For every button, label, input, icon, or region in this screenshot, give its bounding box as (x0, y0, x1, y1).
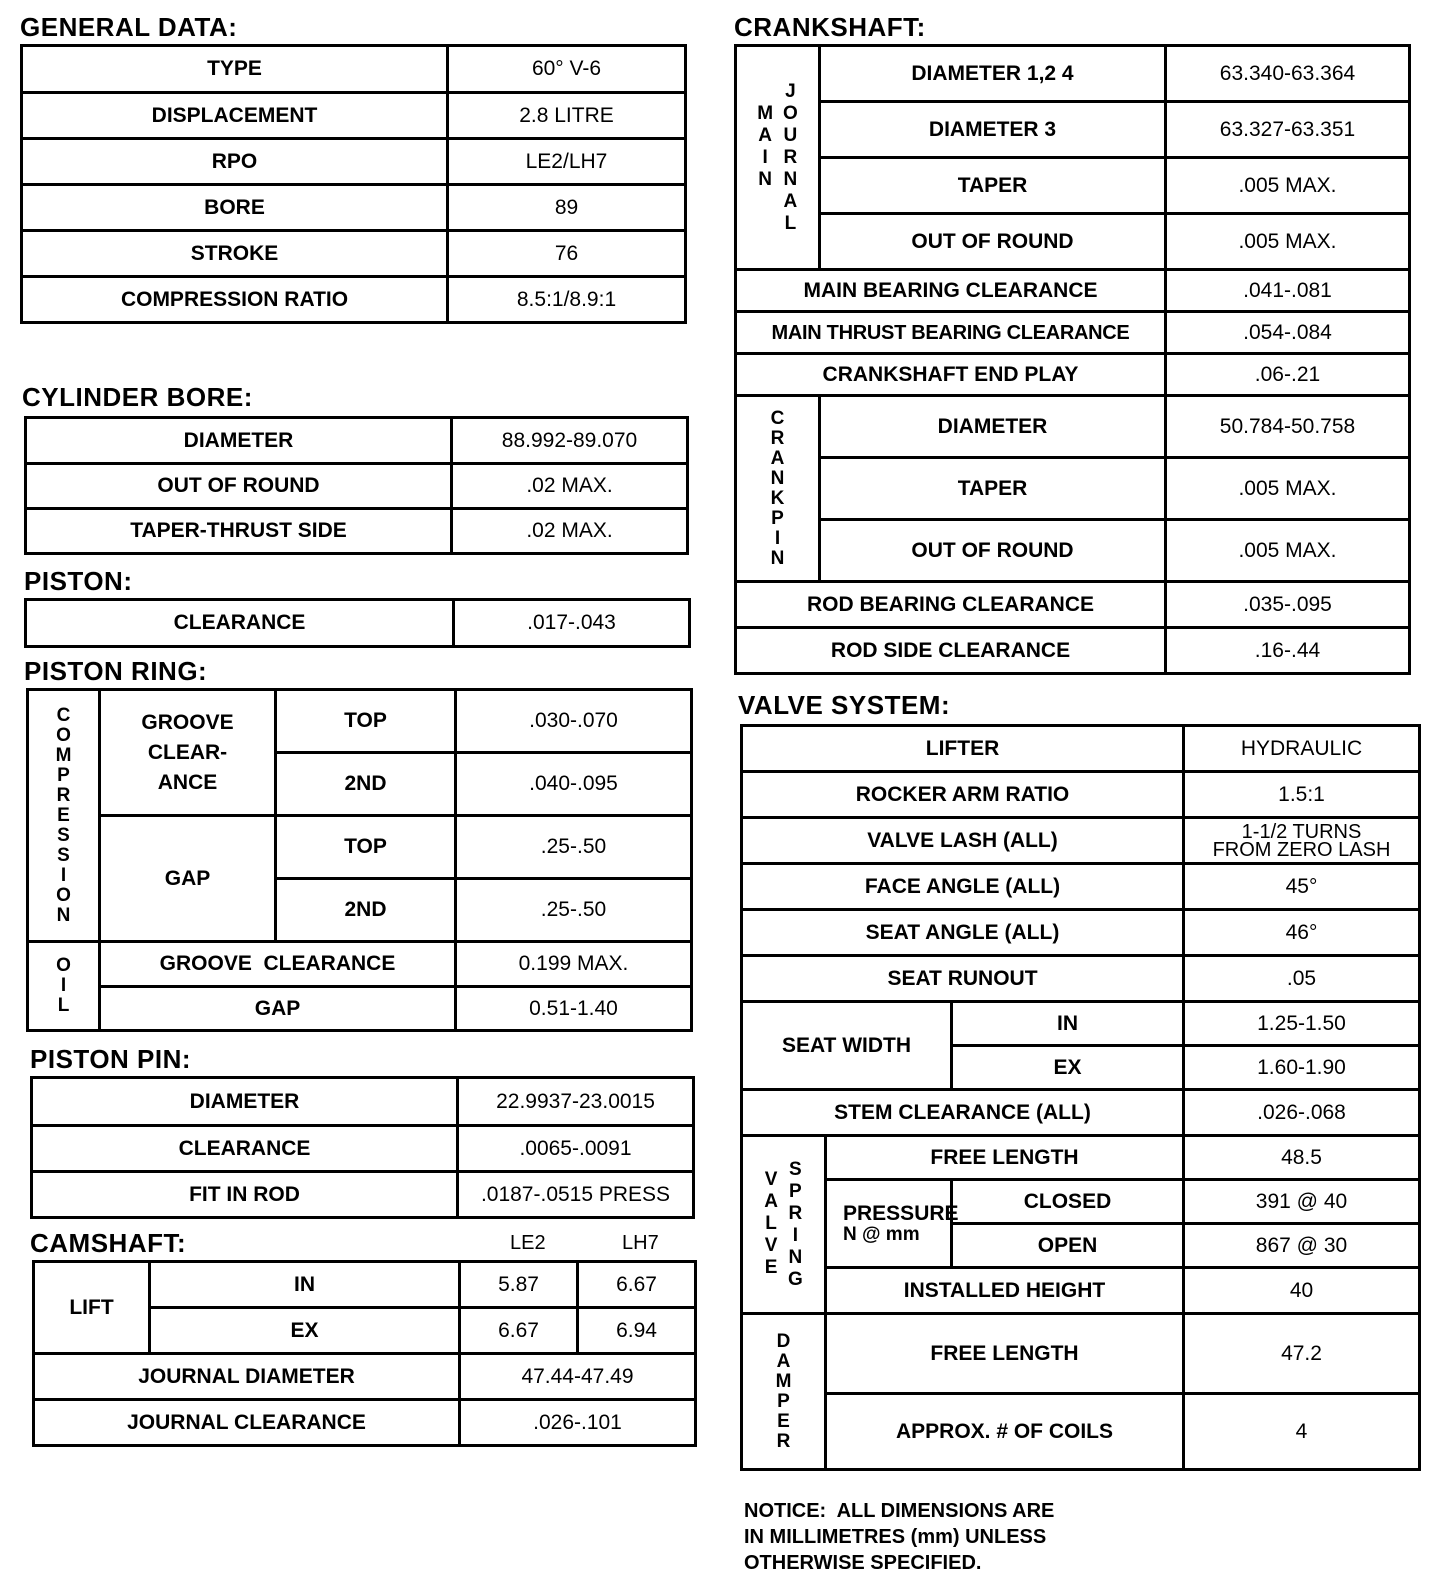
pressure-text: PRESSURE (843, 1201, 959, 1225)
vertical-letter: E (764, 1256, 778, 1278)
table-row (26, 418, 688, 464)
row-label: COMPRESSION RATIO (22, 277, 448, 323)
closed-label: CLOSED (952, 1180, 1184, 1224)
rocker-label: ROCKER ARM RATIO (742, 772, 1184, 818)
table-row (736, 46, 1410, 102)
compression-vertical-label (28, 690, 100, 942)
table-row (22, 185, 686, 231)
groove-2nd-value: .040-.095 (456, 753, 692, 816)
table-row (736, 312, 1410, 354)
ex-le2-value: 6.67 (460, 1308, 578, 1354)
second-label: 2ND (276, 879, 456, 942)
diameter-124-value: 63.340-63.364 (1166, 46, 1410, 102)
table-row (26, 509, 688, 554)
crankshaft-title: CRANKSHAFT: (734, 12, 926, 42)
table-row (26, 464, 688, 509)
pin-oor-label: OUT OF ROUND (820, 520, 1166, 582)
table-row (28, 942, 692, 987)
row-value: 88.992-89.070 (452, 418, 688, 464)
rod-side-label: ROD SIDE CLEARANCE (736, 628, 1166, 674)
row-value: 2.8 LITRE (448, 93, 686, 139)
table-row (32, 1126, 694, 1172)
vertical-letter: R (770, 427, 785, 449)
row-label: BORE (22, 185, 448, 231)
vertical-letter: A (770, 447, 785, 469)
main-journal-words (737, 81, 818, 235)
table-row (32, 1172, 694, 1218)
oil-vertical-label (28, 942, 100, 1031)
end-play-label: CRANKSHAFT END PLAY (736, 354, 1166, 396)
row-value: LE2/LH7 (448, 139, 686, 185)
seat-in-value: 1.25-1.50 (1184, 1002, 1420, 1046)
table-row (742, 1180, 1420, 1224)
out-of-round-value: .005 MAX. (1166, 214, 1410, 270)
table-row (742, 772, 1420, 818)
lash-line-2: FROM ZERO LASH (1212, 838, 1391, 861)
seat-angle-value: 46° (1184, 910, 1420, 956)
pin-diameter-value: 50.784-50.758 (1166, 396, 1410, 458)
notice-text (744, 1498, 1054, 1576)
valve-spring-vertical-label (742, 1136, 826, 1314)
table-row (736, 582, 1410, 628)
table-row (736, 102, 1410, 158)
table-row (26, 600, 690, 647)
row-label: CLEARANCE (32, 1126, 458, 1172)
coils-value: 4 (1184, 1394, 1420, 1470)
ex-lh7-value: 6.94 (578, 1308, 696, 1354)
face-angle-value: 45° (1184, 864, 1420, 910)
vertical-letter: C (770, 407, 785, 429)
table-row (22, 139, 686, 185)
seat-runout-value: .05 (1184, 956, 1420, 1002)
piston-title: PISTON: (24, 566, 133, 596)
groove-clearance-label (100, 690, 276, 816)
vertical-letter: P (771, 507, 784, 529)
table-row (736, 520, 1410, 582)
lash-value (1184, 818, 1420, 864)
vertical-letter: N (783, 168, 798, 190)
stem-clearance-value: .026-.068 (1184, 1090, 1420, 1136)
end-play-value: .06-.21 (1166, 354, 1410, 396)
table-row (742, 1268, 1420, 1314)
seat-in-label: IN (952, 1002, 1184, 1046)
vertical-letter: M (55, 744, 72, 766)
vertical-letter: I (60, 864, 67, 886)
vertical-letter: I (60, 975, 67, 996)
taper-value: .005 MAX. (1166, 158, 1410, 214)
main-journal-vertical-label (736, 46, 820, 270)
spring-free-length-label: FREE LENGTH (826, 1136, 1184, 1180)
vertical-letter: N (770, 467, 785, 489)
damper-free-length-label: FREE LENGTH (826, 1314, 1184, 1394)
oil-groove-label: GROOVE CLEARANCE (100, 942, 456, 987)
vertical-letter: N (770, 547, 785, 569)
camshaft-title: CAMSHAFT: (30, 1228, 187, 1258)
taper-label: TAPER (820, 158, 1166, 214)
table-row (742, 910, 1420, 956)
table-row (736, 458, 1410, 520)
table-row (22, 277, 686, 323)
row-label: FIT IN ROD (32, 1172, 458, 1218)
notice-line-1: NOTICE: ALL DIMENSIONS ARE (744, 1500, 1055, 1522)
vertical-letter: U (783, 124, 798, 146)
closed-value: 391 @ 40 (1184, 1180, 1420, 1224)
vertical-letter: I (774, 527, 781, 549)
piston-ring-title: PISTON RING: (24, 656, 208, 686)
gap-top-value: .25-.50 (456, 816, 692, 879)
vertical-letter: O (783, 102, 798, 124)
table-row (22, 231, 686, 277)
diameter-124-label: DIAMETER 1,2 4 (820, 46, 1166, 102)
table-row (22, 46, 686, 93)
row-value: 22.9937-23.0015 (458, 1078, 694, 1126)
pin-diameter-label: DIAMETER (820, 396, 1166, 458)
table-row (28, 690, 692, 753)
rod-bearing-value: .035-.095 (1166, 582, 1410, 628)
second-label: 2ND (276, 753, 456, 816)
table-row (736, 270, 1410, 312)
seat-runout-label: SEAT RUNOUT (742, 956, 1184, 1002)
table-row (736, 628, 1410, 674)
face-angle-label: FACE ANGLE (ALL) (742, 864, 1184, 910)
crankpin-letters (737, 409, 818, 569)
cylinder-bore-table (24, 416, 689, 555)
vertical-letter: J (785, 80, 796, 102)
vertical-letter: S (57, 824, 70, 846)
table-row (736, 158, 1410, 214)
row-value: .0187-.0515 PRESS (458, 1172, 694, 1218)
table-row (736, 396, 1410, 458)
journal-clearance-value: .026-.101 (460, 1400, 696, 1446)
table-row (34, 1400, 696, 1446)
coils-label: APPROX. # OF COILS (826, 1394, 1184, 1470)
valve-letters (764, 1159, 778, 1291)
row-label: TYPE (22, 46, 448, 93)
diameter-3-value: 63.327-63.351 (1166, 102, 1410, 158)
vertical-letter: N (758, 168, 772, 190)
pin-taper-label: TAPER (820, 458, 1166, 520)
vertical-letter: A (764, 1190, 778, 1212)
vertical-letter: L (57, 995, 70, 1016)
row-value: 76 (448, 231, 686, 277)
seat-ex-value: 1.60-1.90 (1184, 1046, 1420, 1090)
vertical-letter: R (56, 784, 71, 806)
table-row (742, 956, 1420, 1002)
spring-letters (788, 1159, 803, 1291)
vertical-letter: A (776, 1350, 791, 1372)
cylinder-bore-title: CYLINDER BORE: (22, 382, 253, 412)
table-row (22, 93, 686, 139)
main-thrust-value: .054-.084 (1166, 312, 1410, 354)
vertical-letter: R (783, 146, 798, 168)
vertical-letter: M (775, 1370, 792, 1392)
pin-oor-value: .005 MAX. (1166, 520, 1410, 582)
table-row (34, 1262, 696, 1308)
installed-height-value: 40 (1184, 1268, 1420, 1314)
vertical-letter: K (770, 487, 785, 509)
row-label: DIAMETER (32, 1078, 458, 1126)
in-label: IN (150, 1262, 460, 1308)
row-value: 60° V-6 (448, 46, 686, 93)
open-value: 867 @ 30 (1184, 1224, 1420, 1268)
oil-gap-label: GAP (100, 987, 456, 1031)
vertical-letter: S (57, 844, 70, 866)
vertical-letter: I (762, 146, 768, 168)
crankshaft-table (734, 44, 1411, 675)
row-label: STROKE (22, 231, 448, 277)
gap-label: GAP (100, 816, 276, 942)
vertical-letter: L (784, 212, 797, 234)
camshaft-col-lh7: LH7 (622, 1232, 659, 1254)
pin-taper-value: .005 MAX. (1166, 458, 1410, 520)
row-label: TAPER-THRUST SIDE (26, 509, 452, 554)
row-value: 89 (448, 185, 686, 231)
general-data-title: GENERAL DATA: (20, 12, 238, 42)
table-row (742, 1090, 1420, 1136)
installed-height-label: INSTALLED HEIGHT (826, 1268, 1184, 1314)
ex-label: EX (150, 1308, 460, 1354)
pressure-label (826, 1180, 959, 1268)
vertical-letter: E (57, 804, 70, 826)
vertical-letter: V (764, 1168, 778, 1190)
groove-clearance-text: GROOVE CLEAR- ANCE (141, 710, 234, 794)
table-row (742, 864, 1420, 910)
general-data-table (20, 44, 687, 324)
table-row (736, 214, 1410, 270)
lash-line-1: 1-1/2 TURNS (1241, 820, 1362, 843)
camshaft-col-le2: LE2 (510, 1232, 546, 1254)
row-label: CLEARANCE (26, 600, 454, 647)
vertical-letter: C (56, 704, 71, 726)
vertical-letter: N (788, 1246, 803, 1268)
journal-letters (783, 81, 798, 235)
vertical-letter: R (788, 1202, 803, 1224)
vertical-letter: D (776, 1330, 791, 1352)
in-le2-value: 5.87 (460, 1262, 578, 1308)
table-row (742, 1002, 1420, 1046)
journal-diameter-value: 47.44-47.49 (460, 1354, 696, 1400)
main-bearing-value: .041-.081 (1166, 270, 1410, 312)
vertical-letter: I (792, 1224, 798, 1246)
table-row (32, 1078, 694, 1126)
notice-line-3: OTHERWISE SPECIFIED. (744, 1552, 982, 1574)
piston-table (24, 598, 691, 648)
vertical-letter: P (789, 1180, 802, 1202)
journal-diameter-label: JOURNAL DIAMETER (34, 1354, 460, 1400)
oil-groove-value: 0.199 MAX. (456, 942, 692, 987)
top-label: TOP (276, 816, 456, 879)
valve-system-table (740, 724, 1421, 1471)
row-value: .02 MAX. (452, 464, 688, 509)
oil-gap-value: 0.51-1.40 (456, 987, 692, 1031)
vertical-letter: P (777, 1390, 790, 1412)
open-label: OPEN (952, 1224, 1184, 1268)
piston-pin-title: PISTON PIN: (30, 1044, 192, 1074)
lift-label: LIFT (34, 1262, 150, 1354)
table-row (736, 354, 1410, 396)
out-of-round-label: OUT OF ROUND (820, 214, 1166, 270)
compression-letters (29, 706, 98, 926)
vertical-letter: O (56, 955, 71, 976)
vertical-letter: N (56, 904, 71, 926)
diameter-3-label: DIAMETER 3 (820, 102, 1166, 158)
groove-top-value: .030-.070 (456, 690, 692, 753)
seat-ex-label: EX (952, 1046, 1184, 1090)
pressure-unit: N @ mm (843, 1223, 920, 1245)
camshaft-table (32, 1260, 697, 1447)
damper-letters (743, 1332, 824, 1452)
piston-pin-table (30, 1076, 695, 1219)
vertical-letter: V (764, 1234, 778, 1256)
lash-label: VALVE LASH (ALL) (742, 818, 1184, 864)
table-row (742, 726, 1420, 772)
seat-angle-label: SEAT ANGLE (ALL) (742, 910, 1184, 956)
vertical-letter: G (787, 1268, 803, 1290)
table-row (34, 1354, 696, 1400)
table-row (28, 816, 692, 879)
spring-free-length-value: 48.5 (1184, 1136, 1420, 1180)
row-label: OUT OF ROUND (26, 464, 452, 509)
main-letters (757, 81, 773, 235)
table-row (28, 987, 692, 1031)
valve-system-title: VALVE SYSTEM: (738, 690, 951, 720)
lifter-label: LIFTER (742, 726, 1184, 772)
main-bearing-label: MAIN BEARING CLEARANCE (736, 270, 1166, 312)
vertical-letter: O (56, 884, 71, 906)
top-label: TOP (276, 690, 456, 753)
row-value: .02 MAX. (452, 509, 688, 554)
lifter-value: HYDRAULIC (1184, 726, 1420, 772)
vertical-letter: P (57, 764, 70, 786)
vertical-letter: E (777, 1410, 790, 1432)
stem-clearance-label: STEM CLEARANCE (ALL) (742, 1090, 1184, 1136)
journal-clearance-label: JOURNAL CLEARANCE (34, 1400, 460, 1446)
row-label: DISPLACEMENT (22, 93, 448, 139)
gap-2nd-value: .25-.50 (456, 879, 692, 942)
table-row (742, 818, 1420, 864)
row-value: .0065-.0091 (458, 1126, 694, 1172)
vertical-letter: S (789, 1158, 802, 1180)
valve-spring-words (743, 1159, 824, 1291)
in-lh7-value: 6.67 (578, 1262, 696, 1308)
table-row (742, 1136, 1420, 1180)
vertical-letter: M (757, 102, 774, 124)
main-thrust-label: MAIN THRUST BEARING CLEARANCE (736, 312, 1166, 354)
row-label: DIAMETER (26, 418, 452, 464)
vertical-letter: L (765, 1212, 777, 1234)
row-value: .017-.043 (454, 600, 690, 647)
crankpin-vertical-label (736, 396, 820, 582)
row-label: RPO (22, 139, 448, 185)
seat-width-label: SEAT WIDTH (742, 1002, 952, 1090)
vertical-letter: R (776, 1430, 791, 1452)
rod-bearing-label: ROD BEARING CLEARANCE (736, 582, 1166, 628)
damper-vertical-label (742, 1314, 826, 1470)
row-value: 8.5:1/8.9:1 (448, 277, 686, 323)
table-row (742, 1314, 1420, 1394)
piston-ring-table (26, 688, 693, 1032)
damper-free-length-value: 47.2 (1184, 1314, 1420, 1394)
table-row (742, 1394, 1420, 1470)
vertical-letter: A (783, 190, 798, 212)
vertical-letter: A (758, 124, 772, 146)
rod-side-value: .16-.44 (1166, 628, 1410, 674)
vertical-letter: O (56, 724, 71, 746)
rocker-value: 1.5:1 (1184, 772, 1420, 818)
notice-line-2: IN MILLIMETRES (mm) UNLESS (744, 1526, 1047, 1548)
oil-letters (29, 956, 98, 1016)
